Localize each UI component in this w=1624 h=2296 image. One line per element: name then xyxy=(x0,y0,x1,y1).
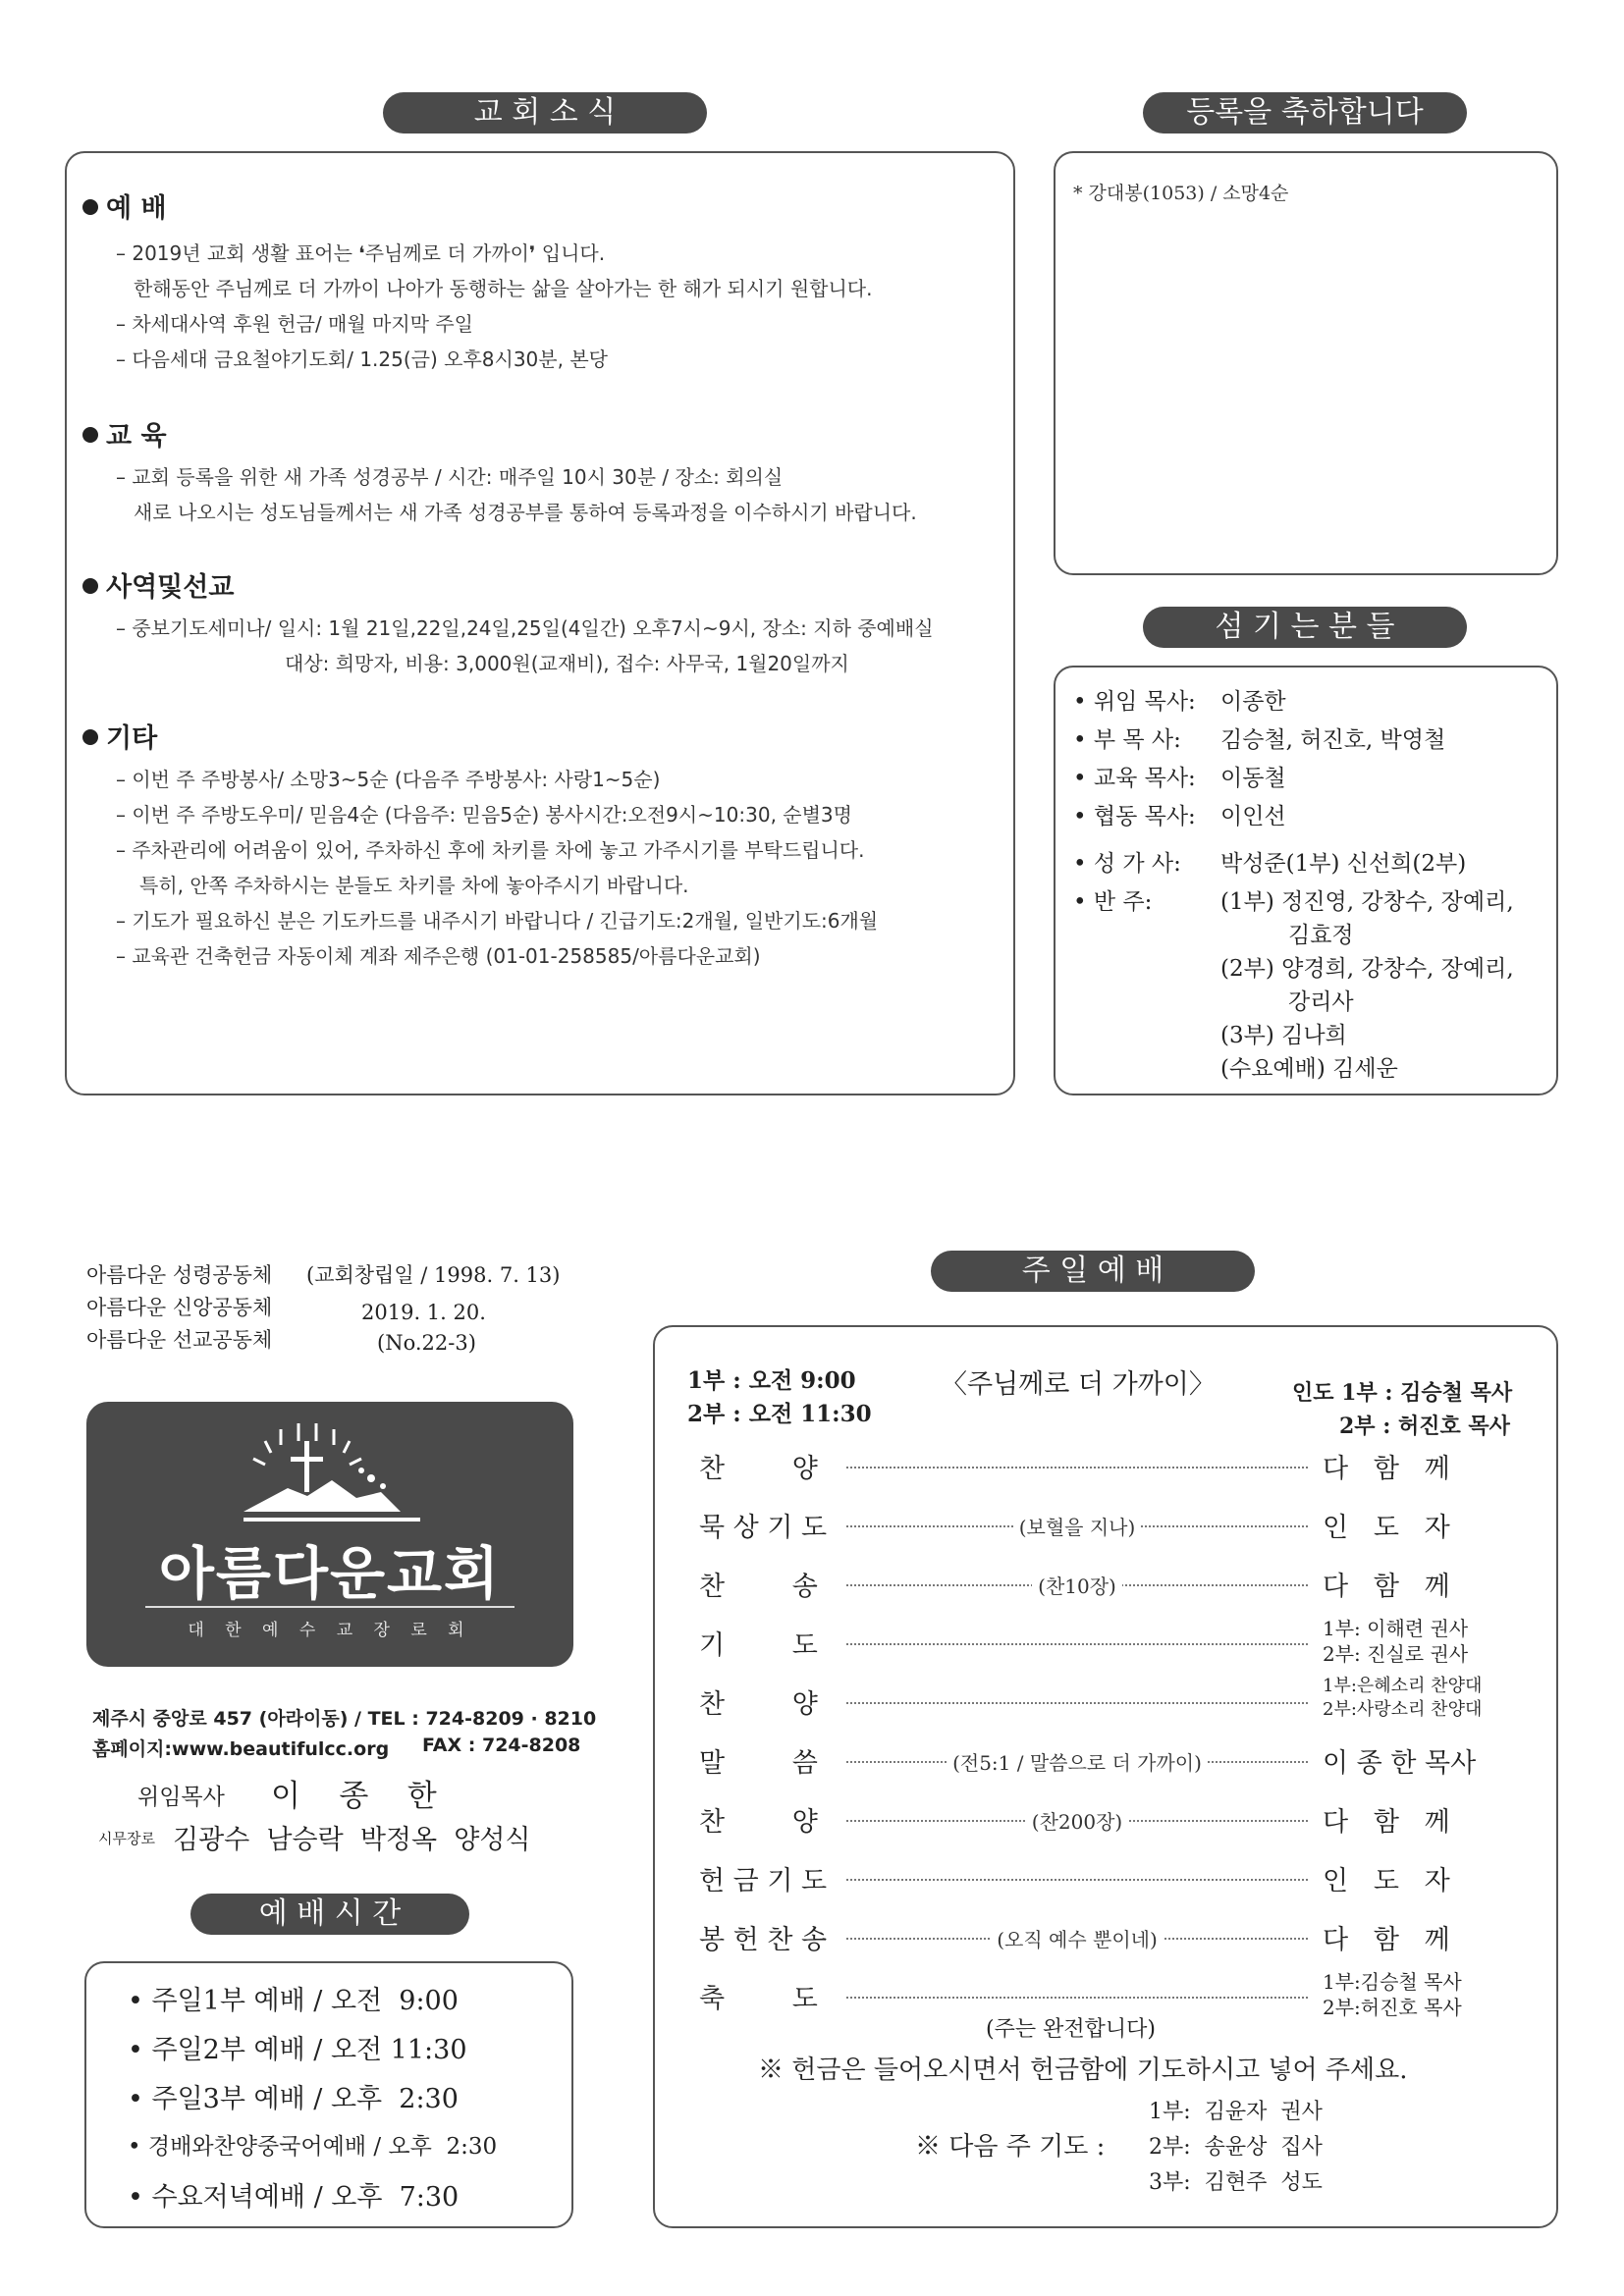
news-line: – 교육관 건축헌금 자동이체 계좌 제주은행 (01-01-258585/아름다운교회) xyxy=(116,944,761,968)
servant-names: 이동철 xyxy=(1220,766,1286,791)
worship-order-name: 찬 양 xyxy=(699,1454,818,1484)
servant-names: (3부) 김나희 xyxy=(1220,1023,1347,1048)
closing-song: (주는 완전합니다) xyxy=(986,2017,1156,2042)
servant-names: 이인선 xyxy=(1220,804,1286,829)
worship-order-name: 말 씀 xyxy=(699,1748,818,1779)
worship-order-detail xyxy=(846,1571,1308,1599)
service-time: • 주일2부 예배 / 오전 11:30 xyxy=(128,2035,467,2065)
news-section-title: 사역및선교 xyxy=(82,565,234,604)
church-homepage: 홈페이지:www.beautifulcc.org xyxy=(92,1738,390,1760)
worship-order-name: 찬 송 xyxy=(699,1572,818,1602)
worship-order-name: 묵 상 기 도 xyxy=(699,1513,828,1543)
times-header: 예 배 시 간 xyxy=(190,1894,469,1935)
next-prayer-person: 3부: 김현주 성도 xyxy=(1149,2170,1323,2195)
worship-order-name: 찬 양 xyxy=(699,1807,818,1838)
dotted-leader xyxy=(846,1702,1308,1704)
worship-order-leader: 다 함 께 xyxy=(1323,1454,1450,1484)
worship-order-leader xyxy=(1323,1616,1524,1667)
dotted-leader xyxy=(846,1879,1308,1881)
logo-divider xyxy=(145,1606,514,1608)
next-prayer-person: 1부: 김윤자 권사 xyxy=(1149,2100,1323,2124)
founded-date: (교회창립일 / 1998. 7. 13) xyxy=(306,1263,561,1287)
news-line: – 중보기도세미나/ 일시: 1월 21일,22일,24일,25일(4일간) 오후7시~9시, 장소: 지하 중예배실 xyxy=(116,616,934,640)
service-time: • 수요저녁예배 / 오후 7:30 xyxy=(128,2182,460,2213)
worship-header: 주 일 예 배 xyxy=(931,1251,1255,1292)
news-line: – 주차관리에 어려움이 있어, 주차하신 후에 차키를 차에 놓고 가주시기를 부탁드립니다. xyxy=(116,838,865,862)
worship-order-detail-text: (찬10장) xyxy=(1032,1575,1122,1598)
servant-names: 강리사 xyxy=(1288,989,1354,1015)
worship-order-name: 축 도 xyxy=(699,1984,818,2014)
bullet-dot-icon xyxy=(82,578,98,594)
leader-part1: 인도 1부 : 김승철 목사 xyxy=(1292,1380,1513,1406)
worship-order-row xyxy=(699,1617,1524,1666)
servants-header: 섬 기 는 분 들 xyxy=(1143,607,1467,648)
worship-order-leader-line: 1부: 이해련 권사 xyxy=(1323,1617,1469,1640)
news-line: – 차세대사역 후원 헌금/ 매월 마지막 주일 xyxy=(116,312,474,336)
worship-order-leader: 인 도 자 xyxy=(1323,1866,1450,1896)
worship-order-row xyxy=(699,1918,1524,1957)
servant-names: 김효정 xyxy=(1288,923,1354,948)
worship-order-detail-text: (보혈을 지나) xyxy=(1013,1516,1142,1539)
service-time: • 주일3부 예배 / 오후 2:30 xyxy=(128,2084,459,2114)
servant-role: • 교육 목사: xyxy=(1073,766,1196,791)
dotted-leader xyxy=(846,1643,1308,1645)
part1-time: 1부 : 오전 9:00 xyxy=(687,1367,856,1394)
bullet-dot-icon xyxy=(82,199,98,215)
worship-order-detail xyxy=(846,1924,1308,1952)
sermon-theme: 〈주님께로 더 가까이〉 xyxy=(941,1369,1216,1400)
worship-order-leader: 다 함 께 xyxy=(1323,1572,1450,1602)
worship-order-row xyxy=(699,1859,1524,1898)
news-line: 대상: 희망자, 비용: 3,000원(교재비), 접수: 사무국, 1월20일까지 xyxy=(285,652,849,675)
worship-order-detail-text: (찬200장) xyxy=(1026,1810,1128,1834)
offering-note: ※ 헌금은 들어오시면서 헌금함에 기도하시고 넣어 주세요. xyxy=(758,2056,1408,2085)
worship-order-leader xyxy=(1323,1969,1524,2020)
news-section-title: 교 육 xyxy=(82,414,167,453)
worship-order-detail xyxy=(846,1747,1308,1776)
worship-order-leader: 다 함 께 xyxy=(1323,1807,1450,1838)
worship-order-row xyxy=(699,1447,1524,1486)
news-line: – 다음세대 금요철야기도회/ 1.25(금) 오후8시30분, 본당 xyxy=(116,347,608,371)
community-line: 아름다운 신앙공동체 xyxy=(86,1296,273,1319)
servant-names: 박성준(1부) 신선희(2부) xyxy=(1220,851,1467,877)
worship-order-detail-text: (전5:1 / 말씀으로 더 가까이) xyxy=(947,1751,1208,1775)
servant-names: (2부) 양경희, 강창수, 장예리, xyxy=(1220,956,1514,982)
news-line: 한해동안 주님께로 더 가까이 나아가 동행하는 삶을 살아가는 한 해가 되시기 원합니다. xyxy=(134,277,873,300)
news-section-title: 기타 xyxy=(82,717,157,755)
servant-names: (수요예배) 김세운 xyxy=(1220,1056,1398,1082)
worship-order-detail-text: (오직 예수 뿐이네) xyxy=(991,1928,1164,1951)
registration-header: 등록을 축하합니다 xyxy=(1143,92,1467,133)
servant-role: • 부 목 사: xyxy=(1073,727,1181,753)
church-logo xyxy=(86,1402,573,1667)
news-line: 새로 나오시는 성도님들께서는 새 가족 성경공부를 통하여 등록과정을 이수하시기 바랍니다. xyxy=(134,501,917,524)
servant-names: (1부) 정진영, 강창수, 장예리, xyxy=(1220,889,1514,915)
worship-order-row xyxy=(699,1565,1524,1604)
worship-order-leader xyxy=(1323,1675,1524,1722)
servant-role: • 반 주: xyxy=(1073,889,1153,915)
next-prayer-person: 2부: 송윤상 집사 xyxy=(1149,2135,1323,2160)
worship-order-row xyxy=(699,1676,1524,1722)
servant-role: • 협동 목사: xyxy=(1073,804,1196,829)
worship-order-leader-line: 2부: 진실로 권사 xyxy=(1323,1642,1469,1666)
worship-order-name: 헌 금 기 도 xyxy=(699,1866,828,1896)
news-line: – 이번 주 주방도우미/ 믿음4순 (다음주: 믿음5순) 봉사시간:오전9시~10:30, 순별3명 xyxy=(116,803,852,827)
news-line: 특히, 안쪽 주차하시는 분들도 차키를 차에 놓아주시기 바랍니다. xyxy=(139,874,689,897)
worship-order-leader-line: 2부:사랑소리 찬양대 xyxy=(1323,1699,1483,1720)
elders-names: 김광수 남승락 박정옥 양성식 xyxy=(173,1825,531,1855)
dotted-leader xyxy=(846,1467,1308,1468)
elders-label: 시무장로 xyxy=(98,1830,155,1847)
church-logo-name: 아름다운교회 xyxy=(158,1540,502,1607)
worship-order-name: 봉 헌 찬 송 xyxy=(699,1925,828,1955)
bulletin-date: 2019. 1. 20. xyxy=(361,1301,486,1324)
worship-order-name: 찬 양 xyxy=(699,1689,818,1720)
community-line: 아름다운 선교공동체 xyxy=(86,1328,273,1352)
worship-order-row xyxy=(699,1741,1524,1781)
worship-order-leader: 다 함 께 xyxy=(1323,1925,1450,1955)
church-address: 제주시 중앙로 457 (아라이동) / TEL : 724-8209 · 8210 xyxy=(92,1708,597,1730)
next-prayer-label: ※ 다음 주 기도 : xyxy=(915,2132,1106,2162)
bullet-dot-icon xyxy=(82,729,98,745)
worship-order-leader: 인 도 자 xyxy=(1323,1513,1450,1543)
news-line: – 기도가 필요하신 분은 기도카드를 내주시기 바랍니다 / 긴급기도:2개월, 일반기도:6개월 xyxy=(116,909,879,933)
news-line: – 교회 등록을 위한 새 가족 성경공부 / 시간: 매주일 10시 30분 / 장소: 회의실 xyxy=(116,465,784,489)
worship-order-detail xyxy=(846,1512,1308,1540)
worship-order-name: 기 도 xyxy=(699,1630,818,1661)
servant-role: • 성 가 사: xyxy=(1073,851,1181,877)
worship-order-row xyxy=(699,1800,1524,1840)
service-time: • 주일1부 예배 / 오전 9:00 xyxy=(128,1986,459,2016)
worship-order-row xyxy=(699,1970,1524,2019)
community-line: 아름다운 성령공동체 xyxy=(86,1263,273,1287)
servant-names: 이종한 xyxy=(1220,689,1286,715)
part2-time: 2부 : 오전 11:30 xyxy=(687,1401,872,1427)
servant-role: • 위임 목사: xyxy=(1073,689,1196,715)
news-section-title: 예 배 xyxy=(82,187,167,225)
worship-order-row xyxy=(699,1506,1524,1545)
registration-box xyxy=(1054,151,1558,575)
church-fax: FAX : 724-8208 xyxy=(422,1735,581,1756)
pastor-label: 위임목사 xyxy=(137,1785,225,1810)
pastor-name: 이 종 한 xyxy=(271,1779,437,1814)
news-line: – 2019년 교회 생활 표어는 ❛주님께로 더 가까이❜ 입니다. xyxy=(116,241,606,265)
service-time: • 경배와찬양중국어예배 / 오후 2:30 xyxy=(128,2134,498,2160)
worship-order-leader-line: 1부:은혜소리 찬양대 xyxy=(1323,1676,1483,1696)
news-header: 교 회 소 식 xyxy=(383,92,707,133)
dotted-leader xyxy=(846,1997,1308,1999)
issue-number: (No.22-3) xyxy=(377,1331,476,1355)
worship-order-leader-line: 2부:허진호 목사 xyxy=(1323,1996,1462,2019)
news-line: – 이번 주 주방봉사/ 소망3~5순 (다음주 주방봉사: 사랑1~5순) xyxy=(116,768,661,791)
servant-names: 김승철, 허진호, 박영철 xyxy=(1220,727,1446,753)
worship-order-leader-line: 1부:김승철 목사 xyxy=(1323,1970,1462,1994)
registration-entry: * 강대봉(1053) / 소망4순 xyxy=(1073,183,1289,204)
worship-order-detail xyxy=(846,1806,1308,1835)
worship-order-leader: 이 종 한 목사 xyxy=(1323,1748,1477,1779)
bullet-dot-icon xyxy=(82,427,98,443)
leader-part2: 2부 : 허진호 목사 xyxy=(1339,1414,1510,1439)
church-logo-sub: 대 한 예 수 교 장 로 회 xyxy=(188,1621,472,1640)
